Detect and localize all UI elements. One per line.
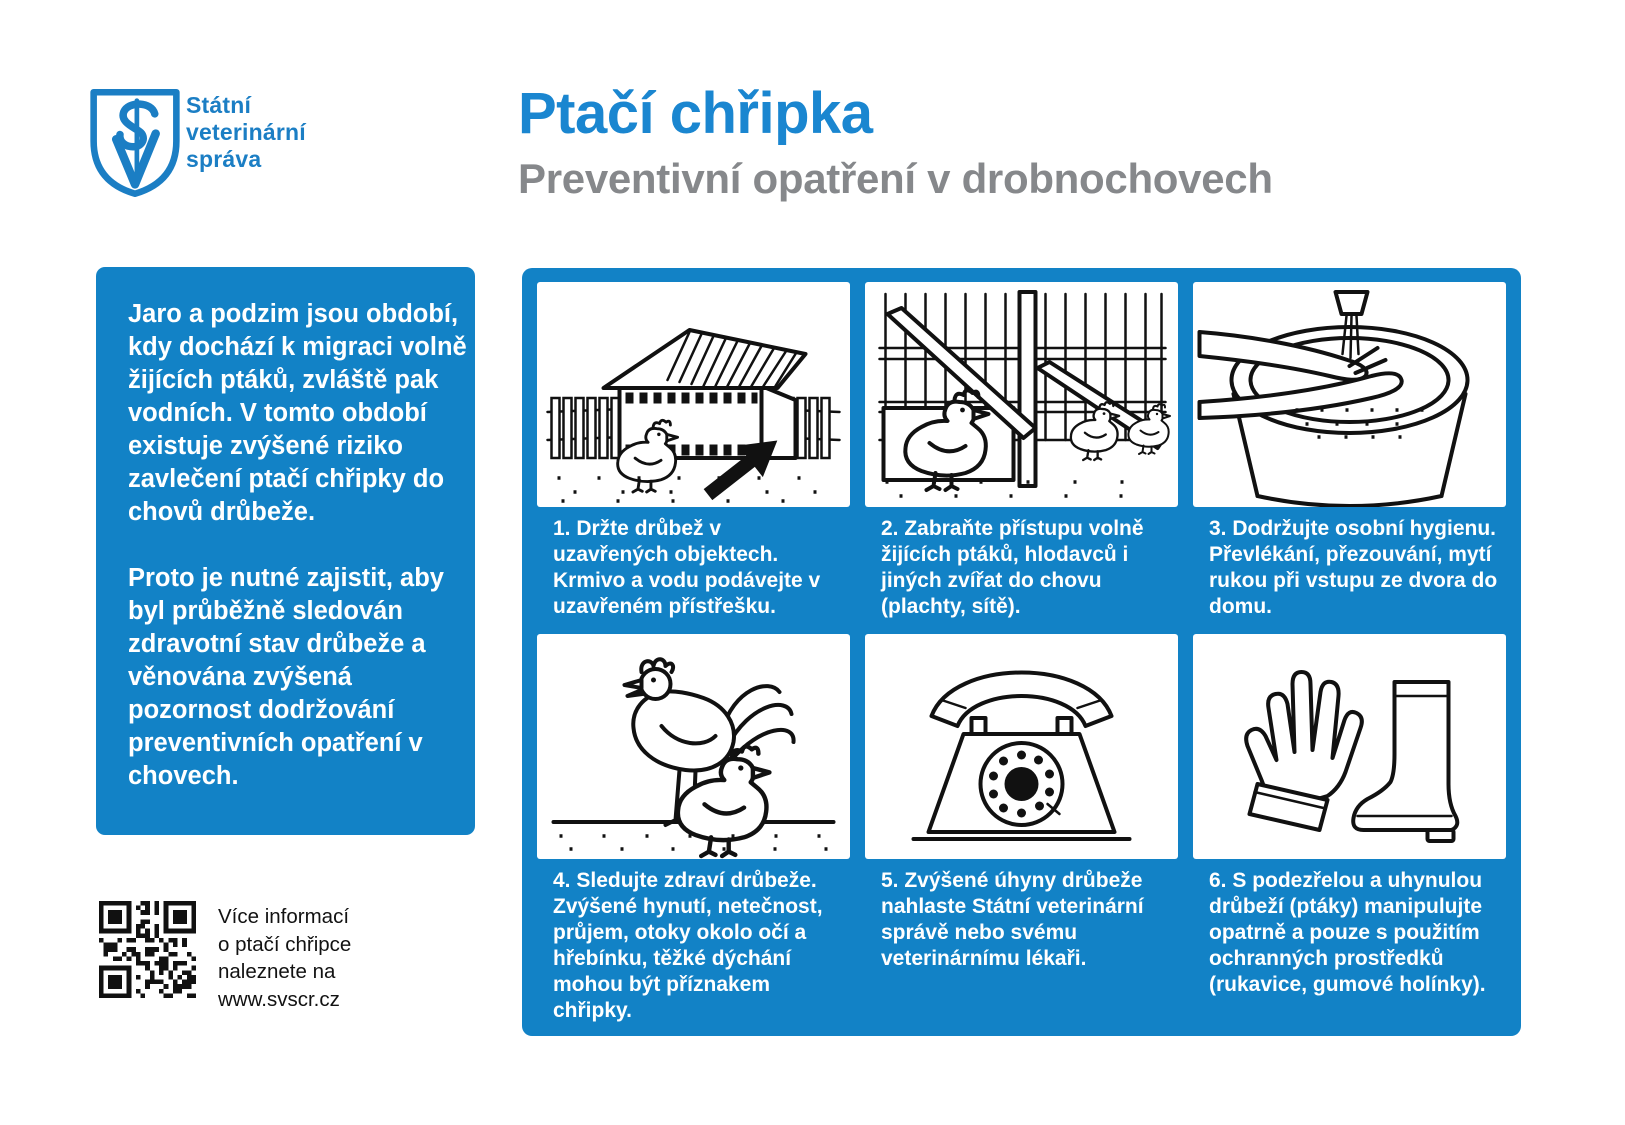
- step-card-5: [865, 634, 1178, 1024]
- svs-shield-logo-icon: [88, 84, 182, 202]
- step-caption: 3. Dodržujte osobní hygienu. Převlékání, přezouvání, mytí rukou při vstupu ze dvora do domu.: [1209, 517, 1498, 618]
- page-subtitle: Preventivní opatření v drobnochovech: [518, 155, 1273, 202]
- hand-washing-illustration: [1193, 282, 1506, 507]
- step-card-1: [537, 282, 850, 620]
- more-info-text: [218, 903, 351, 1013]
- more-info-url: www.svscr.cz: [218, 987, 340, 1011]
- intro-paragraph-2: Proto je nutné zajistit, aby byl průběžně sledován zdravotní stav drůbeže a věnována zvýšená pozornost dodržování preventivních opatření v chovech.: [128, 564, 444, 790]
- steps-grid: [522, 268, 1521, 1036]
- more-info-line: o ptačí chřipce: [218, 932, 352, 956]
- step-caption: 4. Sledujte zdraví drůbeže. Zvýšené hynutí, netečnost, průjem, otoky okolo očí a hřebínku, těžké dýchání mohou být příznakem chřipky.: [553, 869, 823, 1022]
- step-1-panel: [537, 282, 850, 507]
- more-info-line: naleznete na: [218, 960, 336, 983]
- step-6-panel: [1193, 634, 1506, 859]
- more-info-line: Více informací: [218, 905, 350, 928]
- logo-line: správa: [186, 146, 262, 172]
- poultry-house-illustration: [537, 282, 850, 507]
- closed-barn-illustration: [865, 282, 1178, 507]
- telephone-illustration: [865, 634, 1178, 859]
- step-caption: 1. Držte drůbež v uzavřených objektech. Krmivo a vodu podávejte v uzavřeném přístřešku.: [553, 517, 821, 618]
- intro-box: [96, 267, 475, 835]
- step-3-panel: [1193, 282, 1506, 507]
- step-5-panel: [865, 634, 1178, 859]
- step-card-3: [1193, 282, 1506, 620]
- qr-code: [99, 901, 196, 998]
- step-4-panel: [537, 634, 850, 859]
- step-card-4: [537, 634, 850, 1024]
- intro-paragraph-1: Jaro a podzim jsou období, kdy dochází k migraci volně žijících ptáků, zvláště pak vodních. V tomto období existuje zvýšené riziko zavlečení ptačí chřipky do chovů drůbeže.: [128, 300, 467, 526]
- logo-line: Státní: [186, 92, 252, 118]
- logo-line: veterinární: [186, 119, 306, 145]
- step-caption: 5. Zvýšené úhyny drůbeže nahlaste Státní veterinární správě nebo svému veterinárnímu lékaři.: [881, 869, 1144, 970]
- page-title: Ptačí chřipka: [518, 81, 873, 146]
- step-card-2: [865, 282, 1178, 620]
- logo-org-name: [186, 92, 306, 173]
- step-2-panel: [865, 282, 1178, 507]
- glove-and-boot-illustration: [1193, 634, 1506, 859]
- step-caption: 6. S podezřelou a uhynulou drůbeží (ptáky) manipulujte opatrně a pouze s použitím ochranných prostředků (rukavice, gumové holínky).: [1209, 869, 1486, 996]
- rooster-and-hen-illustration: [537, 634, 850, 859]
- step-card-6: [1193, 634, 1506, 1024]
- step-caption: 2. Zabraňte přístupu volně žijících ptáků, hlodavců i jiných zvířat do chovu (plachty, sítě).: [881, 517, 1144, 618]
